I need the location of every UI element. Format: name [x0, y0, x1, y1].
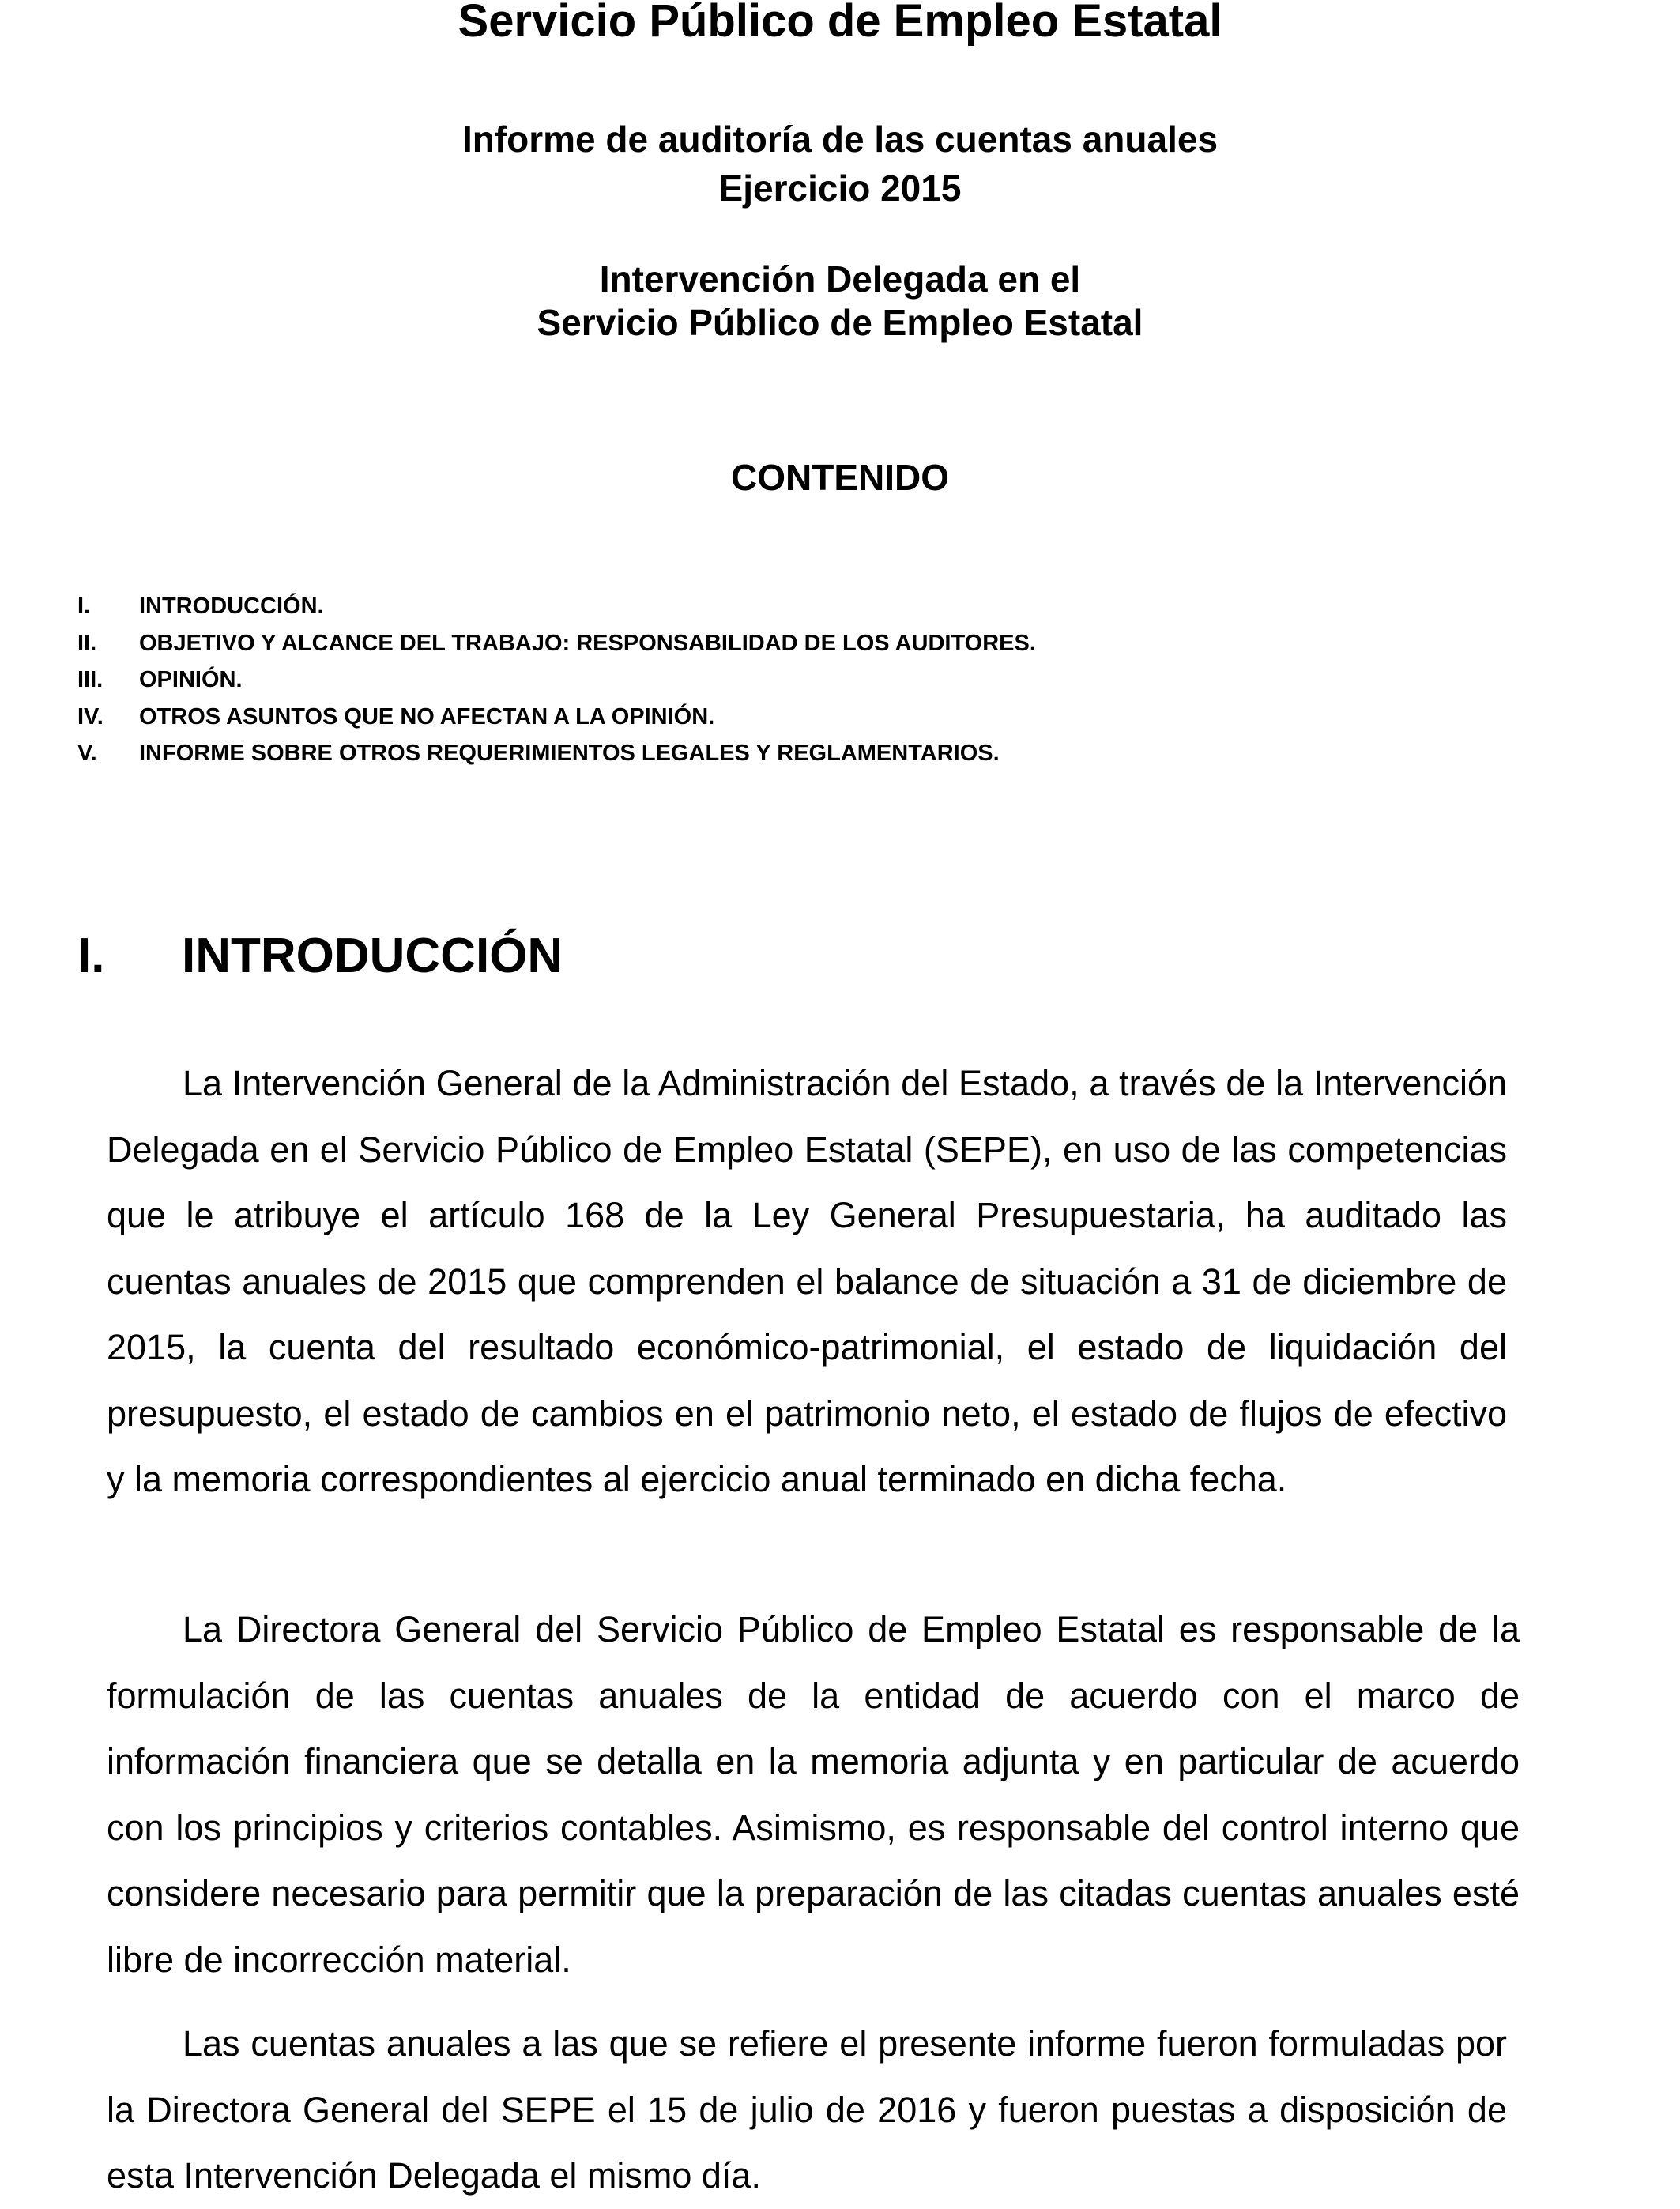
toc-item	[77, 662, 1036, 699]
paragraph: La Directora General del Servicio Público de Empleo Estatal es responsable de la formulación de las cuentas anuales de la entidad de acuerdo con el marco de información financiera que se detalla en la memoria adjunta y en particular de acuerdo con los principios y criterios contables. Asimismo, es responsable del control interno que considere necesario para permitir que la preparación de las citadas cuentas anuales esté libre de incorrección material.	[107, 1609, 1520, 1980]
paragraph: Las cuentas anuales a las que se refiere el presente informe fueron formuladas por la Directora General del SEPE el 15 de julio de 2016 y fueron puestas a disposición de esta Intervención Delegada el mismo día.	[107, 2023, 1507, 2196]
issuer-line-1: Intervención Delegada en el	[599, 258, 1081, 300]
toc-item	[77, 735, 1036, 772]
toc-item-number: II.	[77, 630, 97, 656]
toc-item-number: III.	[77, 667, 104, 692]
toc-item	[77, 588, 1036, 625]
section-number: I.	[77, 929, 105, 983]
toc-item-label: INTRODUCCIÓN.	[139, 594, 324, 619]
section-title: INTRODUCCIÓN	[182, 929, 563, 983]
toc-item-number: I.	[77, 594, 91, 619]
contents-heading: CONTENIDO	[731, 457, 949, 498]
toc-item-number: V.	[77, 741, 97, 766]
toc-item-label: INFORME SOBRE OTROS REQUERIMIENTOS LEGALES Y REGLAMENTARIOS.	[139, 741, 1000, 766]
document-title: Servicio Público de Empleo Estatal	[458, 0, 1222, 47]
issuer-line-2: Servicio Público de Empleo Estatal	[537, 302, 1143, 343]
section-heading	[77, 926, 563, 986]
toc-item	[77, 699, 1036, 736]
toc-item	[77, 625, 1036, 662]
toc-item-number: IV.	[77, 703, 104, 729]
report-year: Ejercicio 2015	[718, 168, 962, 209]
paragraph: La Intervención General de la Administración del Estado, a través de la Intervención Delegada en el Servicio Público de Empleo Estatal (SEPE), en uso de las competencias que le atribuye el artículo 168 de la Ley General Presupuestaria, ha auditado las cuentas anuales de 2015 que comprenden el balance de situación a 31 de diciembre de 2015, la cuenta del resultado económico-patrimonial, el estado de liquidación del presupuesto, el estado de cambios en el patrimonio neto, el estado de flujos de efectivo y la memoria correspondientes al ejercicio anual terminado en dicha fecha.	[107, 1063, 1507, 1499]
toc-item-label: OPINIÓN.	[139, 667, 243, 692]
table-of-contents	[77, 588, 1036, 772]
toc-item-label: OTROS ASUNTOS QUE NO AFECTAN A LA OPINIÓN.	[139, 703, 715, 729]
toc-item-label: OBJETIVO Y ALCANCE DEL TRABAJO: RESPONSABILIDAD DE LOS AUDITORES.	[139, 630, 1036, 656]
report-subtitle: Informe de auditoría de las cuentas anuales	[461, 119, 1219, 160]
